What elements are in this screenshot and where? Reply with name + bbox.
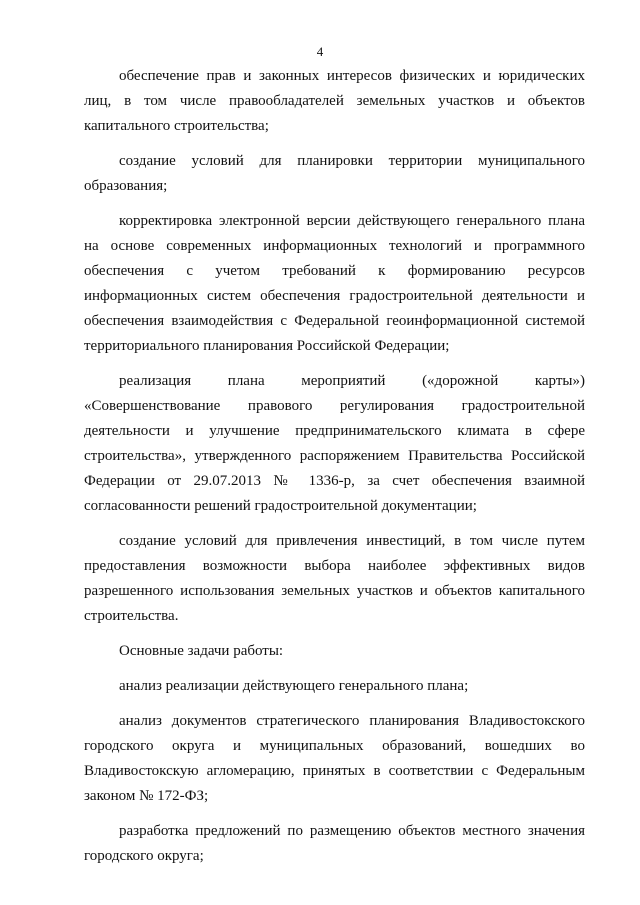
paragraph-roadmap: реализация плана мероприятий («дорожной карты») «Совершенствование правового регулирования градостроительной деятельности и улучшение предпринимательского климата в сфере строительства», утвержденного распоряжением Правительства Российской Федерации от 29.07.2013 № 1336-р, за счет обеспечения взаимной согласованности решений градостроительной документации; xyxy=(84,373,585,514)
paragraph-tasks-heading: Основные задачи работы: xyxy=(119,643,284,659)
paragraph-investments: создание условий для привлечения инвестиций, в том числе путем предоставления возможности выбора наиболее эффективных видов разрешенного использования земельных участков и объектов капитального строительства. xyxy=(84,533,585,624)
page-number: 4 xyxy=(316,44,324,59)
paragraph-territory-planning: создание условий для планировки территории муниципального образования; xyxy=(84,153,585,194)
document-body xyxy=(84,64,585,879)
paragraph-general-plan-analysis: анализ реализации действующего генерального плана; xyxy=(119,678,469,694)
paragraph-strategic-documents: анализ документов стратегического планирования Владивостокского городского округа и муниципальных образований, вошедших во Владивостокскую агломерацию, принятых в соответствии с Федеральным законом № 172-ФЗ; xyxy=(84,713,585,804)
paragraph-electronic-version: корректировка электронной версии действующего генерального плана на основе современных информационных технологий и программного обеспечения с учетом требований к формированию ресурсов информационных систем обеспечения градостроительной деятельности и обеспечения взаимодействия с Федеральной геоинформационной системой территориального планирования Российской Федерации; xyxy=(84,213,585,354)
paragraph-local-objects: разработка предложений по размещению объектов местного значения городского округа; xyxy=(84,823,585,864)
paragraph-rights-protection: обеспечение прав и законных интересов физических и юридических лиц, в том числе правообладателей земельных участков и объектов капитального строительства; xyxy=(84,68,585,134)
